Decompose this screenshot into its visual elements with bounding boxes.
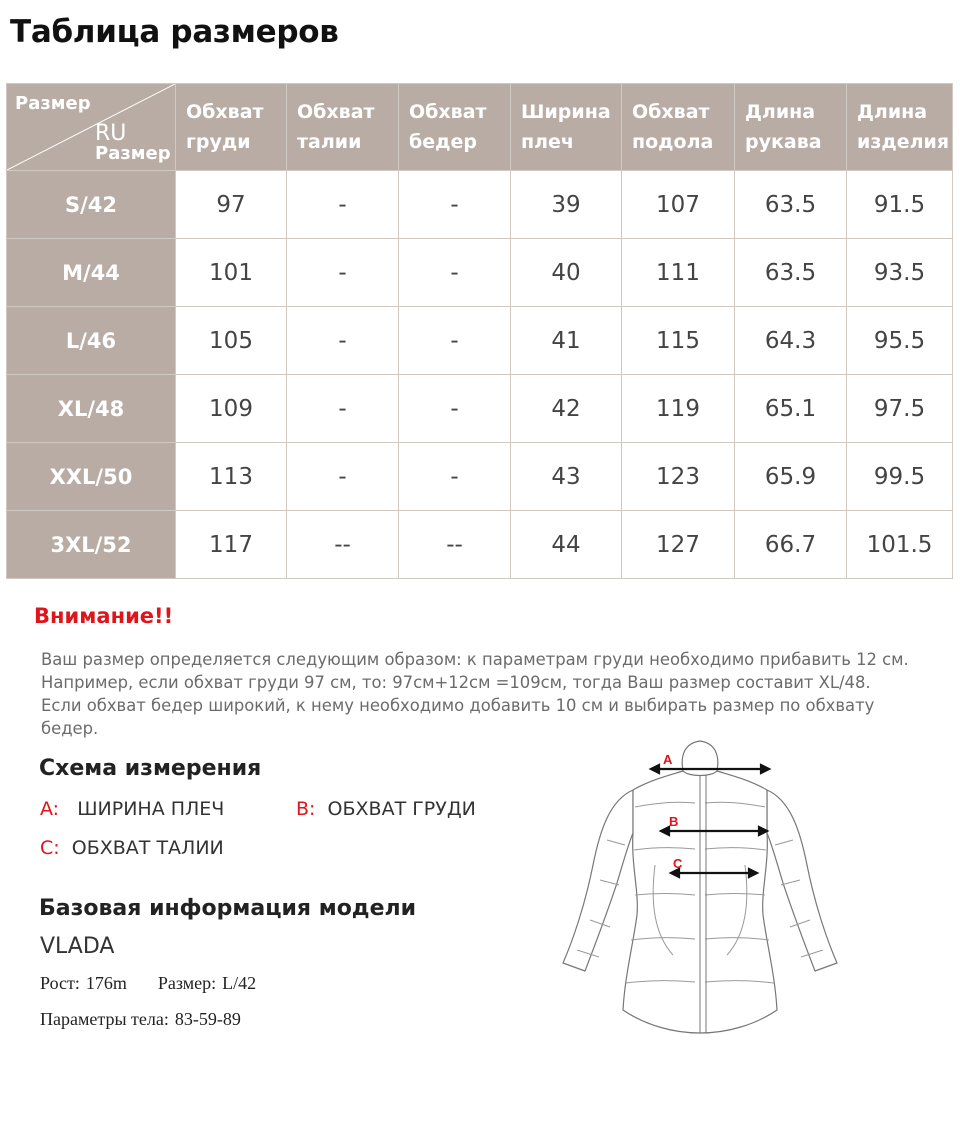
size-label: 3XL/52 — [7, 511, 176, 579]
warning-heading: Внимание!! — [34, 604, 174, 628]
size-label: S/42 — [7, 171, 176, 239]
table-cell: 63.5 — [735, 239, 847, 307]
size-label: M/44 — [7, 239, 176, 307]
table-row — [7, 375, 953, 443]
column-header: Ширина плеч — [511, 84, 622, 171]
corner-label-size: Размер — [15, 93, 91, 114]
table-cell: 111 — [622, 239, 735, 307]
diagram-label-a: A — [663, 752, 673, 767]
table-cell: 40 — [511, 239, 622, 307]
table-cell: - — [287, 171, 399, 239]
model-params — [40, 1009, 241, 1030]
sizing-note: Ваш размер определяется следующим образом: к параметрам груди необходимо прибавить 12 см. Например, если обхват груди 97 см, то: 97см+12см =109см, тогда Ваш размер составит XL/48. Если обхват бедер широкий, к нему необходимо добавить 10 см и выбирать размер по обхвату бедер. — [41, 650, 909, 738]
size-table — [6, 83, 953, 579]
scheme-title: Схема измерения — [39, 756, 262, 781]
model-name: VLADA — [40, 934, 115, 959]
model-height-size — [40, 973, 256, 994]
table-cell: 64.3 — [735, 307, 847, 375]
table-cell: 91.5 — [847, 171, 953, 239]
size-label: XXL/50 — [7, 443, 176, 511]
corner-label-size-ru: Размер — [95, 143, 171, 164]
table-row — [7, 171, 953, 239]
column-header: Обхват подола — [622, 84, 735, 171]
measurement-label: ОБХВАТ ТАЛИИ — [71, 837, 224, 859]
corner-label-ru: RU — [95, 121, 127, 146]
table-cell: 66.7 — [735, 511, 847, 579]
table-header-row — [7, 84, 953, 171]
page-title: Таблица размеров — [10, 14, 339, 50]
measurement-label: ШИРИНА ПЛЕЧ — [77, 798, 225, 820]
measurement-a — [40, 798, 224, 820]
table-cell: 97 — [176, 171, 287, 239]
table-cell: 101 — [176, 239, 287, 307]
table-cell: 115 — [622, 307, 735, 375]
column-header: Длина рукава — [735, 84, 847, 171]
table-cell: 93.5 — [847, 239, 953, 307]
params-value: 83-59-89 — [174, 1009, 241, 1029]
column-header: Обхват талии — [287, 84, 399, 171]
table-cell: 123 — [622, 443, 735, 511]
diagram-label-c: C — [673, 856, 683, 871]
table-cell: - — [287, 443, 399, 511]
table-cell: 117 — [176, 511, 287, 579]
measurement-label: ОБХВАТ ГРУДИ — [327, 798, 476, 820]
table-cell: - — [399, 239, 511, 307]
params-label: Параметры тела: — [40, 1009, 169, 1029]
table-cell: 95.5 — [847, 307, 953, 375]
table-cell: -- — [399, 511, 511, 579]
size-label-text: Размер: — [157, 973, 217, 993]
measurement-key: C: — [40, 837, 60, 859]
model-info-title: Базовая информация модели — [39, 896, 417, 921]
table-cell: - — [399, 375, 511, 443]
table-row — [7, 307, 953, 375]
table-cell: - — [399, 443, 511, 511]
table-cell: 97.5 — [847, 375, 953, 443]
table-cell: 39 — [511, 171, 622, 239]
table-cell: - — [287, 375, 399, 443]
table-cell: 65.9 — [735, 443, 847, 511]
size-label: L/46 — [7, 307, 176, 375]
size-value: L/42 — [222, 973, 257, 993]
measurement-key: B: — [296, 798, 316, 820]
measurement-b — [296, 798, 476, 820]
table-cell: 101.5 — [847, 511, 953, 579]
height-value: 176m — [85, 973, 127, 993]
column-header: Длина изделия — [847, 84, 953, 171]
table-cell: 41 — [511, 307, 622, 375]
size-label: XL/48 — [7, 375, 176, 443]
measurement-key: A: — [40, 798, 60, 820]
jacket-measurement-diagram — [555, 735, 845, 1040]
height-label: Рост: — [40, 973, 80, 993]
table-cell: -- — [287, 511, 399, 579]
table-cell: 127 — [622, 511, 735, 579]
table-cell: 113 — [176, 443, 287, 511]
diagram-label-b: B — [669, 814, 679, 829]
column-header: Обхват груди — [176, 84, 287, 171]
table-cell: - — [399, 307, 511, 375]
table-cell: 63.5 — [735, 171, 847, 239]
table-cell: - — [287, 307, 399, 375]
table-corner-cell — [7, 84, 176, 171]
table-cell: - — [287, 239, 399, 307]
table-cell: 99.5 — [847, 443, 953, 511]
table-cell: 105 — [176, 307, 287, 375]
table-row — [7, 239, 953, 307]
table-cell: 65.1 — [735, 375, 847, 443]
table-cell: 44 — [511, 511, 622, 579]
table-row — [7, 443, 953, 511]
table-cell: 119 — [622, 375, 735, 443]
table-cell: 109 — [176, 375, 287, 443]
table-cell: 43 — [511, 443, 622, 511]
column-header: Обхват бедер — [399, 84, 511, 171]
table-cell: - — [399, 171, 511, 239]
table-cell: 42 — [511, 375, 622, 443]
table-row — [7, 511, 953, 579]
table-cell: 107 — [622, 171, 735, 239]
measurement-c — [40, 837, 224, 859]
